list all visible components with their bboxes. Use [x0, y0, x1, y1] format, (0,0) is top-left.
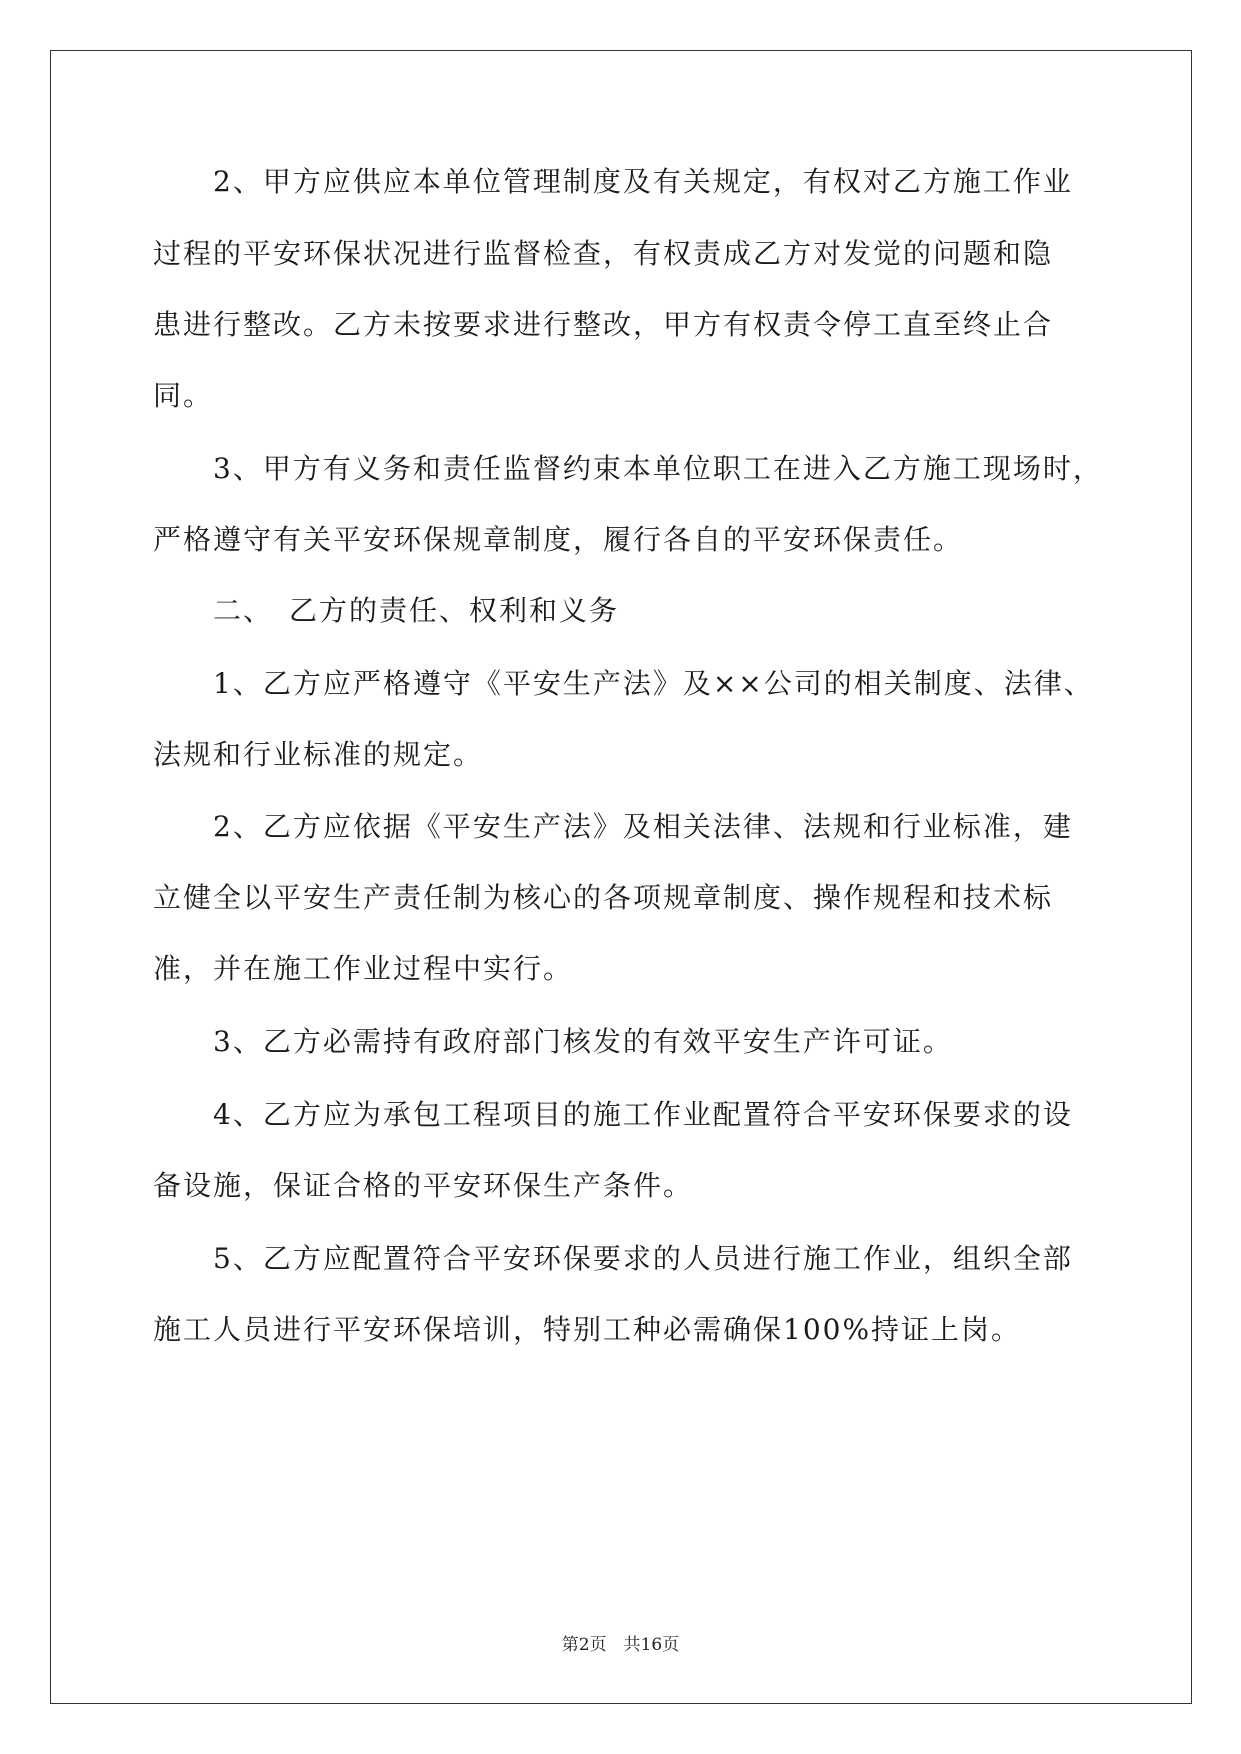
text-line: 5、乙方应配置符合平安环保要求的人员进行施工作业，组织全部	[153, 1242, 1073, 1275]
page-number: 第2页 共16页	[561, 1635, 680, 1655]
text-line: 3、甲方有义务和责任监督约束本单位职工在进入乙方施工现场时，	[153, 452, 1103, 485]
text-line: 1、乙方应严格遵守《平安生产法》及××公司的相关制度、法律、	[153, 667, 1094, 700]
text-line: 施工人员进行平安环保培训，特别工种必需确保100%持证上岗。	[153, 1313, 1022, 1346]
page-frame	[50, 50, 1192, 1704]
text-line: 备设施，保证合格的平安环保生产条件。	[153, 1169, 694, 1202]
text-line: 立健全以平安生产责任制为核心的各项规章制度、操作规程和技术标	[153, 881, 1054, 914]
text-line: 准，并在施工作业过程中实行。	[153, 952, 574, 985]
text-line: 2、乙方应依据《平安生产法》及相关法律、法规和行业标准，建	[153, 810, 1073, 843]
text-line: 2、甲方应供应本单位管理制度及有关规定，有权对乙方施工作业	[153, 165, 1073, 198]
text-line: 严格遵守有关平安环保规章制度，履行各自的平安环保责任。	[153, 523, 964, 556]
text-line: 法规和行业标准的规定。	[153, 738, 484, 771]
text-line: 4、乙方应为承包工程项目的施工作业配置符合平安环保要求的设	[153, 1098, 1073, 1131]
text-line: 患进行整改。乙方未按要求进行整改，甲方有权责令停工直至终止合	[153, 308, 1054, 341]
text-line: 同。	[153, 379, 214, 412]
text-line: 3、乙方必需持有政府部门核发的有效平安生产许可证。	[153, 1025, 953, 1058]
text-line: 过程的平安环保状况进行监督检查，有权责成乙方对发觉的问题和隐	[153, 237, 1054, 270]
section-heading: 二、 乙方的责任、权利和义务	[153, 594, 620, 627]
